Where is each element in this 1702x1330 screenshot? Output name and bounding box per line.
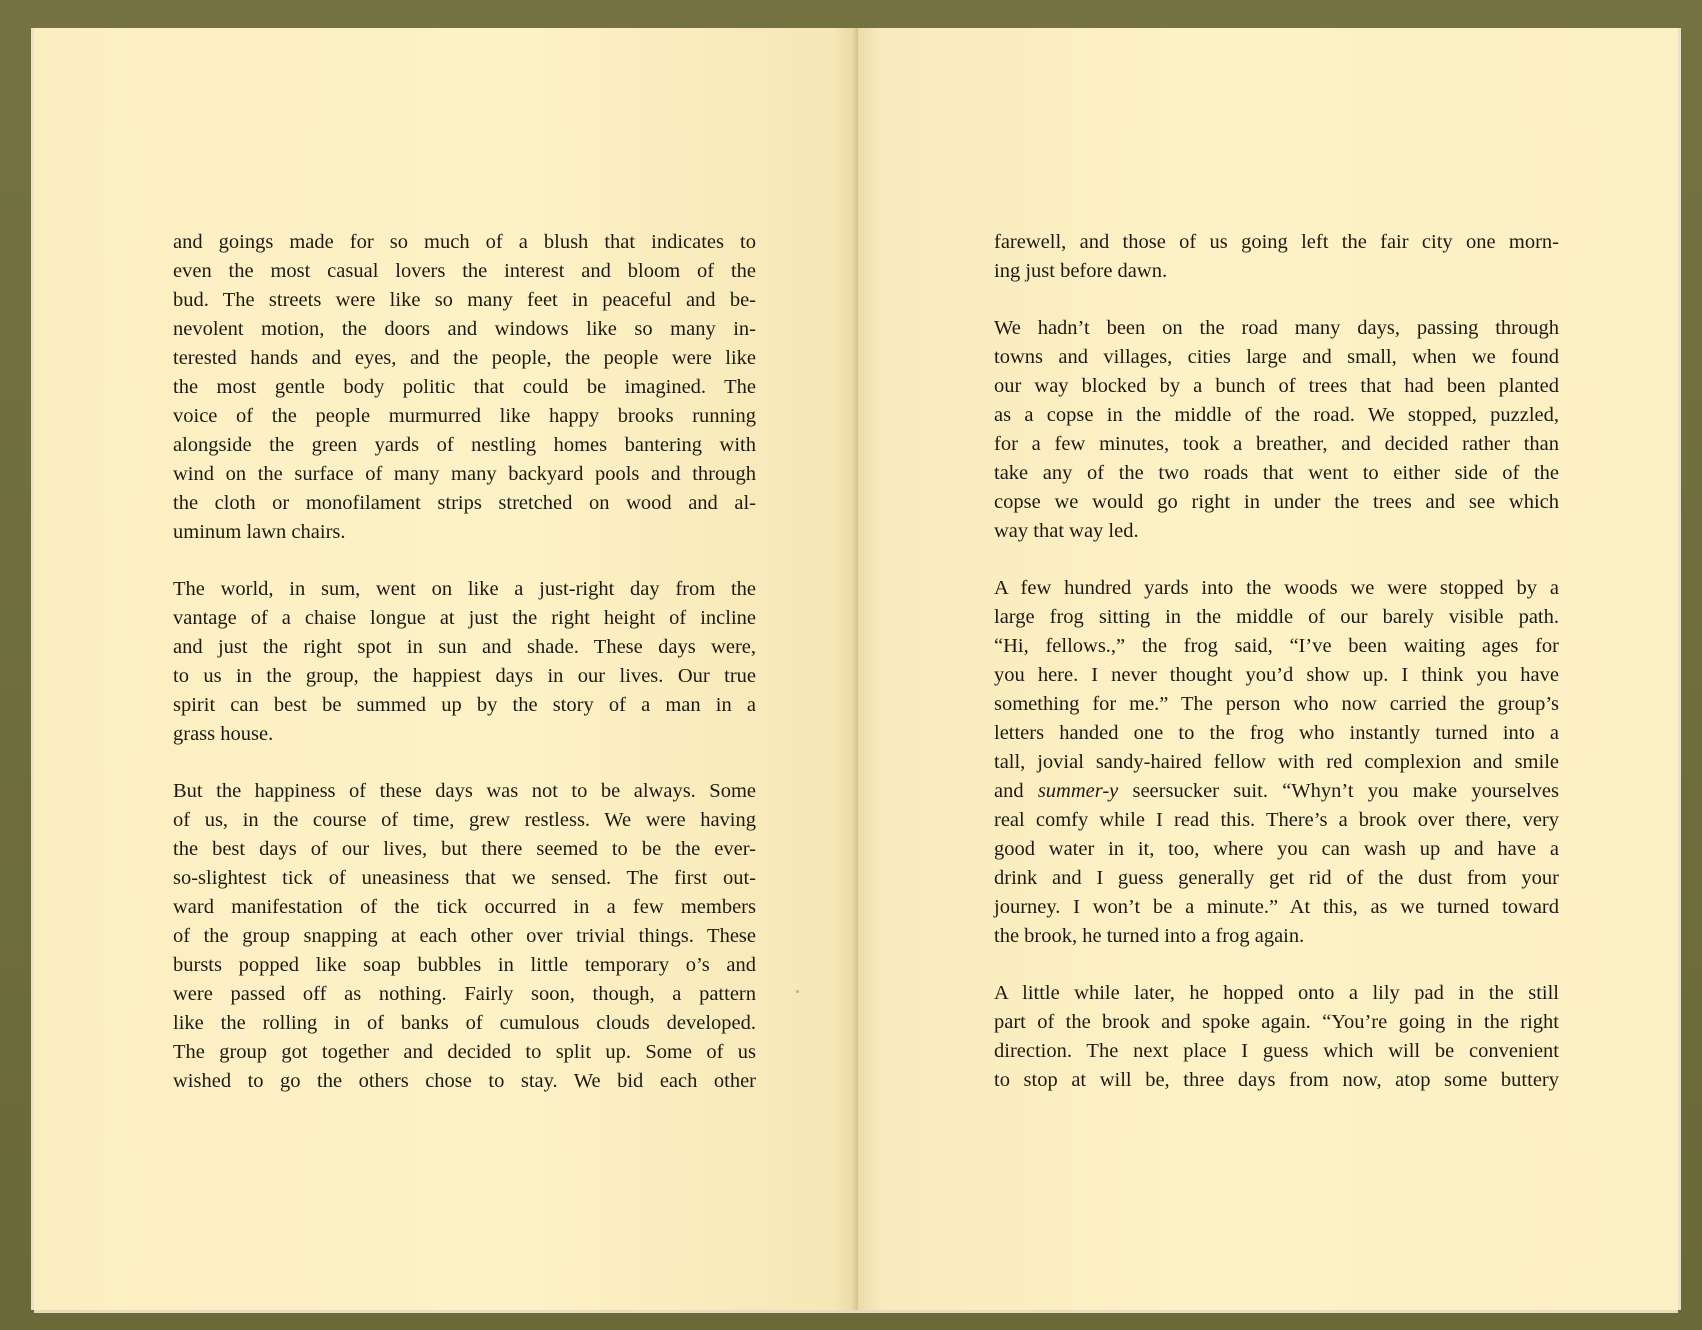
- text-line: of the group snapping at each other over trivial things. These: [173, 925, 756, 947]
- text-line: for a few minutes, took a breather, and decided rather than: [994, 433, 1559, 455]
- left-paragraph-1: [173, 228, 756, 547]
- text-line: like the rolling in of banks of cumulous clouds developed.: [173, 1012, 756, 1034]
- text-line: take any of the two roads that went to either side of the: [994, 462, 1559, 484]
- text-line: A little while later, he hopped onto a lily pad in the still: [994, 982, 1559, 1004]
- text-line: bud. The streets were like so many feet in peaceful and be-: [173, 289, 756, 311]
- text-line: our way blocked by a bunch of trees that had been planted: [994, 375, 1559, 397]
- text-line: uminum lawn chairs.: [173, 521, 346, 543]
- text-line: wind on the surface of many many backyard pools and through: [173, 463, 756, 485]
- text-line: bursts popped like soap bubbles in little temporary o’s and: [173, 954, 756, 976]
- text-line: A few hundred yards into the woods we were stopped by a: [994, 577, 1559, 599]
- text-line: the best days of our lives, but there seemed to be the ever-: [173, 838, 756, 860]
- text-line: farewell, and those of us going left the fair city one morn-: [994, 231, 1559, 253]
- text-line: part of the brook and spoke again. “You’re going in the right: [994, 1011, 1559, 1033]
- left-page: [34, 28, 858, 1310]
- text-line: wished to go the others chose to stay. We bid each other: [173, 1070, 756, 1092]
- text-line: towns and villages, cities large and small, when we found: [994, 346, 1559, 368]
- text-line: and goings made for so much of a blush that indicates to: [173, 231, 756, 253]
- paper-speck: [796, 990, 799, 993]
- right-paragraph-3: [994, 574, 1559, 951]
- right-paragraph-2: [994, 314, 1559, 546]
- text-line: “Hi, fellows.,” the frog said, “I’ve been waiting ages for: [994, 635, 1559, 657]
- text-line: tall, jovial sandy-haired fellow with red complexion and smile: [994, 751, 1559, 773]
- text-line: you here. I never thought you’d show up. I think you have: [994, 664, 1559, 686]
- text-line: so-slightest tick of uneasiness that we sensed. The first out-: [173, 867, 756, 889]
- text-line: and just the right spot in sun and shade. These days were,: [173, 636, 756, 658]
- right-paragraph-1: [994, 228, 1559, 286]
- text-line: something for me.” The person who now carried the group’s: [994, 693, 1559, 715]
- text-line: drink and I guess generally get rid of the dust from your: [994, 867, 1559, 889]
- text-line: journey. I won’t be a minute.” At this, as we turned toward: [994, 896, 1559, 918]
- text-line: good water in it, too, where you can wash up and have a: [994, 838, 1559, 860]
- text-line: vantage of a chaise longue at just the right height of incline: [173, 607, 756, 629]
- text-line: terested hands and eyes, and the people, the people were like: [173, 347, 756, 369]
- text-run: and: [994, 780, 1024, 802]
- text-line: real comfy while I read this. There’s a brook over there, very: [994, 809, 1559, 831]
- text-line: to stop at will be, three days from now, atop some buttery: [994, 1069, 1559, 1091]
- left-paragraph-2: [173, 575, 756, 749]
- text-line: The group got together and decided to split up. Some of us: [173, 1041, 756, 1063]
- right-paragraph-4: [994, 979, 1559, 1095]
- text-line: direction. The next place I guess which will be convenient: [994, 1040, 1559, 1062]
- text-line: letters handed one to the frog who instantly turned into a: [994, 722, 1559, 744]
- text-line: to us in the group, the happiest days in our lives. Our true: [173, 665, 756, 687]
- text-line: alongside the green yards of nestling homes bantering with: [173, 434, 756, 456]
- text-line-with-italic: [994, 777, 1559, 806]
- text-line: copse we would go right in under the trees and see which: [994, 491, 1559, 513]
- text-line: ward manifestation of the tick occurred in a few members: [173, 896, 756, 918]
- text-line: large frog sitting in the middle of our barely visible path.: [994, 606, 1559, 628]
- text-line: of us, in the course of time, grew restless. We were having: [173, 809, 756, 831]
- text-line: way that way led.: [994, 520, 1139, 542]
- text-line: grass house.: [173, 723, 274, 745]
- text-line: ing just before dawn.: [994, 260, 1168, 282]
- text-line: the most gentle body politic that could be imagined. The: [173, 376, 756, 398]
- text-line: the brook, he turned into a frog again.: [994, 925, 1305, 947]
- left-page-text: [173, 228, 756, 1124]
- text-line: the cloth or monofilament strips stretched on wood and al-: [173, 492, 756, 514]
- left-paragraph-3: [173, 777, 756, 1096]
- text-line: nevolent motion, the doors and windows like so many in-: [173, 318, 756, 340]
- text-line: But the happiness of these days was not to be always. Some: [173, 780, 756, 802]
- italic-word: summer-y: [1037, 780, 1119, 802]
- text-line: We hadn’t been on the road many days, passing through: [994, 317, 1559, 339]
- text-line: were passed off as nothing. Fairly soon, though, a pattern: [173, 983, 756, 1005]
- text-line: spirit can best be summed up by the story of a man in a: [173, 694, 756, 716]
- text-line: voice of the people murmurred like happy brooks running: [173, 405, 756, 427]
- right-page-text: [994, 228, 1559, 1123]
- right-page: [858, 28, 1678, 1310]
- text-line: The world, in sum, went on like a just-right day from the: [173, 578, 756, 600]
- text-run: seersucker suit. “Whyn’t you make yourselves: [1132, 780, 1559, 802]
- text-line: as a copse in the middle of the road. We stopped, puzzled,: [994, 404, 1559, 426]
- text-line: even the most casual lovers the interest and bloom of the: [173, 260, 756, 282]
